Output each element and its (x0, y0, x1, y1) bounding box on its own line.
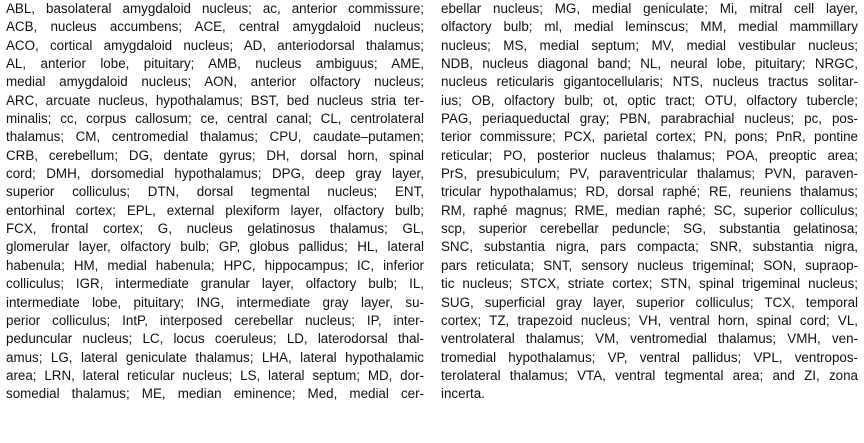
text-line: area; LRN, lateral reticular nucleus; LS, lateral septum; MD, dor- (6, 367, 424, 383)
text-line: intermediate lobe, pituitary; ING, intermediate gray layer, su- (6, 294, 424, 310)
text-line: ARC, arcuate nucleus, hypothalamus; BST, bed nucleus stria ter- (6, 92, 424, 108)
text-line: olfactory bulb; ml, medial leminscus; MM, medial mammillary (441, 19, 858, 35)
text-line: ius; OB, olfactory bulb; ot, optic tract; OTU, olfactory tubercle; (441, 92, 858, 108)
text-line: nucleus reticularis gigantocellularis; NTS, nucleus tractus solitar- (441, 74, 858, 90)
text-line: glomerular layer, olfactory bulb; GP, globus pallidus; HL, lateral (6, 239, 424, 255)
text-line: cortex; TZ, trapezoid nucleus; VH, ventral horn, spinal cord; VL, (441, 312, 858, 328)
text-line: tricular hypothalamus; RD, dorsal raphé; RE, reuniens thalamus; (441, 184, 858, 200)
text-line: pars reticulata; SNT, sensory nucleus trigeminal; SON, supraop- (441, 257, 858, 273)
text-line: medial amygdaloid nucleus; AON, anterior olfactory nucleus; (6, 74, 424, 90)
left-column (6, 0, 424, 404)
text-line: FCX, frontal cortex; G, nucleus gelatinosus thalamus; GL, (6, 221, 424, 237)
text-line: CRB, cerebellum; DG, dentate gyrus; DH, dorsal horn, spinal (6, 147, 424, 163)
text-line: scp, superior cerebellar peduncle; SG, substantia gelatinosa; (441, 221, 858, 237)
text-line: tromedial hypothalamus; VP, ventral pallidus; VPL, ventropos- (441, 349, 858, 365)
text-line: ABL, basolateral amygdaloid nucleus; ac, anterior commissure; (6, 1, 424, 16)
text-line: amus; LG, lateral geniculate thalamus; LHA, lateral hypothalamic (6, 349, 424, 365)
text-line: SUG, superficial gray layer, superior colliculus; TCX, temporal (441, 294, 858, 310)
text-line: ACB, nucleus accumbens; ACE, central amygdaloid nucleus; (6, 19, 424, 35)
text-line: RM, raphé magnus; RME, median raphé; SC, superior colliculus; (441, 202, 858, 218)
text-line: peduncular nucleus; LC, locus coeruleus; LD, laterodorsal thal- (6, 331, 424, 347)
text-line: ventrolateral thalamus; VM, ventromedial thalamus; VMH, ven- (441, 331, 858, 347)
text-line: reticular; PO, posterior nucleus thalamus; POA, preoptic area; (441, 147, 858, 163)
text-line: tic nucleus; STCX, striate cortex; STN, spinal trigeminal nucleus; (441, 276, 858, 292)
text-line: entorhinal cortex; EPL, external plexiform layer, olfactory bulb; (6, 202, 424, 218)
text-line: habenula; HM, medial habenula; HPC, hippocampus; IC, inferior (6, 257, 424, 273)
text-line: perior colliculus; IntP, interposed cerebellar nucleus; IP, inter- (6, 312, 424, 328)
text-line: somedial thalamus; ME, median eminence; Med, medial cer- (6, 386, 424, 402)
text-line: nucleus; MS, medial septum; MV, medial vestibular nucleus; (441, 37, 858, 53)
text-line: PrS, presubiculum; PV, paraventricular thalamus; PVN, paraven- (441, 166, 858, 182)
right-column (441, 0, 858, 404)
text-line: PAG, periaqueductal gray; PBN, parabrachial nucleus; pc, pos- (441, 111, 858, 127)
text-line: incerta. (441, 386, 485, 402)
text-line: ebellar nucleus; MG, medial geniculate; Mi, mitral cell layer, (441, 1, 858, 16)
text-line: minalis; cc, corpus callosum; ce, central canal; CL, centrolateral (6, 111, 424, 127)
text-line: terolateral thalamus; VTA, ventral tegmental area; and ZI, zona (441, 367, 858, 383)
text-line: cord; DMH, dorsomedial hypothalamus; DPG, deep gray layer, (6, 166, 424, 182)
text-line: thalamus; CM, centromedial thalamus; CPU, caudate–putamen; (6, 129, 424, 145)
text-line: terior commissure; PCX, parietal cortex; PN, pons; PnR, pontine (441, 129, 858, 145)
text-line: ACO, cortical amygdaloid nucleus; AD, anteriodorsal thalamus; (6, 37, 424, 53)
text-line: NDB, nucleus diagonal band; NL, neural lobe, pituitary; NRGC, (441, 56, 858, 72)
text-line: SNC, substantia nigra, pars compacta; SNR, substantia nigra, (441, 239, 858, 255)
text-line: colliculus; IGR, intermediate granular layer, olfactory bulb; IL, (6, 276, 424, 292)
text-line: AL, anterior lobe, pituitary; AMB, nucleus ambiguus; AME, (6, 56, 424, 72)
text-line: superior colliculus; DTN, dorsal tegmental nucleus; ENT, (6, 184, 424, 200)
